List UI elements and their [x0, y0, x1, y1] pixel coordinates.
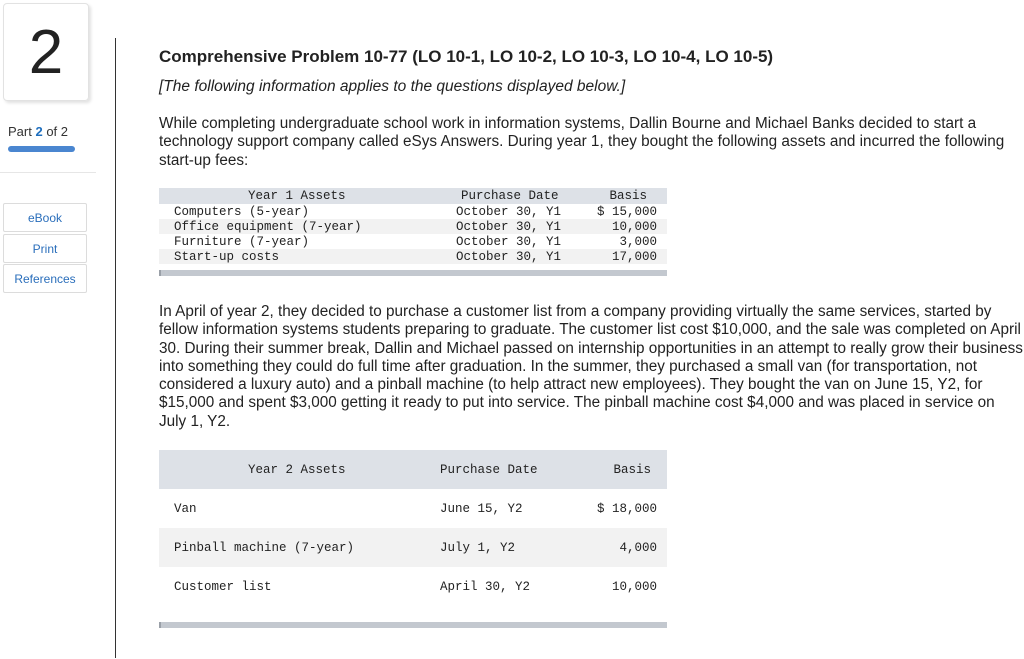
table-row — [159, 249, 667, 264]
table-header — [159, 450, 667, 489]
content-divider — [115, 38, 116, 658]
references-button[interactable]: References — [3, 264, 87, 293]
asset-cell: Customer list — [174, 579, 272, 594]
asset-cell: Start-up costs — [174, 250, 280, 264]
table-row — [159, 234, 667, 249]
header-basis: Basis — [613, 462, 651, 477]
part-suffix: of 2 — [42, 124, 68, 139]
date-cell: October 30, Y1 — [456, 205, 562, 219]
sidebar-divider — [0, 172, 96, 173]
basis-cell: 10,000 — [611, 579, 657, 594]
date-cell: October 30, Y1 — [456, 250, 562, 264]
part-current: 2 — [35, 124, 43, 139]
header-assets: Year 2 Assets — [248, 462, 346, 477]
asset-cell: Furniture (7-year) — [174, 235, 310, 249]
header-assets: Year 1 Assets — [248, 189, 346, 203]
part-prefix: Part — [8, 124, 36, 139]
header-purchase-date: Purchase Date — [461, 189, 559, 203]
header-basis: Basis — [609, 189, 647, 203]
table-row — [159, 489, 667, 528]
basis-cell: $ 15,000 — [596, 205, 657, 219]
asset-cell: Computers (5-year) — [174, 205, 310, 219]
ebook-button[interactable]: eBook — [3, 203, 87, 232]
basis-cell: 17,000 — [611, 250, 657, 264]
date-cell: July 1, Y2 — [440, 540, 516, 555]
basis-cell: 10,000 — [611, 220, 657, 234]
table-header — [159, 188, 667, 204]
table-row — [159, 204, 667, 219]
part-indicator — [8, 124, 68, 139]
part-progress-bar — [8, 146, 75, 152]
asset-cell: Office equipment (7-year) — [174, 220, 362, 234]
problem-subtitle: [The following information applies to the questions displayed below.] — [159, 78, 626, 95]
date-cell: October 30, Y1 — [456, 235, 562, 249]
year2-assets-table — [159, 450, 667, 628]
basis-cell: $ 18,000 — [596, 501, 657, 516]
year1-assets-table — [159, 188, 667, 276]
problem-title: Comprehensive Problem 10-77 (LO 10-1, LO 10-2, LO 10-3, LO 10-4, LO 10-5) — [159, 47, 774, 66]
intro-paragraph: While completing undergraduate school work in information systems, Dallin Bourne and Michael Banks decided to start a technology support company called eSys Answers. During year 1, they bought the following assets and incurred the following start-up fees: — [159, 115, 1005, 169]
header-purchase-date: Purchase Date — [440, 462, 538, 477]
basis-cell: 4,000 — [619, 540, 657, 555]
date-cell: June 15, Y2 — [440, 501, 523, 516]
table-row — [159, 528, 667, 567]
asset-cell: Van — [174, 501, 197, 516]
table-row — [159, 567, 667, 606]
date-cell: April 30, Y2 — [440, 579, 531, 594]
table-footer-bar — [159, 622, 667, 628]
year2-paragraph: In April of year 2, they decided to purchase a customer list from a company providing virtually the same services, started by fellow information systems students preparing to graduate. The customer list cost $10,000, and the sale was completed on April 30. During their summer break, Dallin and Michael passed on internship opportunities in an attempt to really grow their business into something they could do full time after graduation. In the summer, they purchased a small van (for transportation, not considered a luxury auto) and a pinball machine (to help attract new employees). They bought the van on June 15, Y2, for $15,000 and spent $3,000 getting it ready to put into service. The pinball machine cost $4,000 and was placed in service on July 1, Y2. — [159, 303, 1023, 430]
asset-cell: Pinball machine (7-year) — [174, 540, 355, 555]
basis-cell: 3,000 — [619, 235, 657, 249]
print-button[interactable]: Print — [3, 234, 87, 263]
table-row — [159, 219, 667, 234]
table-footer-bar — [159, 270, 667, 276]
question-number: 2 — [3, 3, 89, 101]
date-cell: October 30, Y1 — [456, 220, 562, 234]
